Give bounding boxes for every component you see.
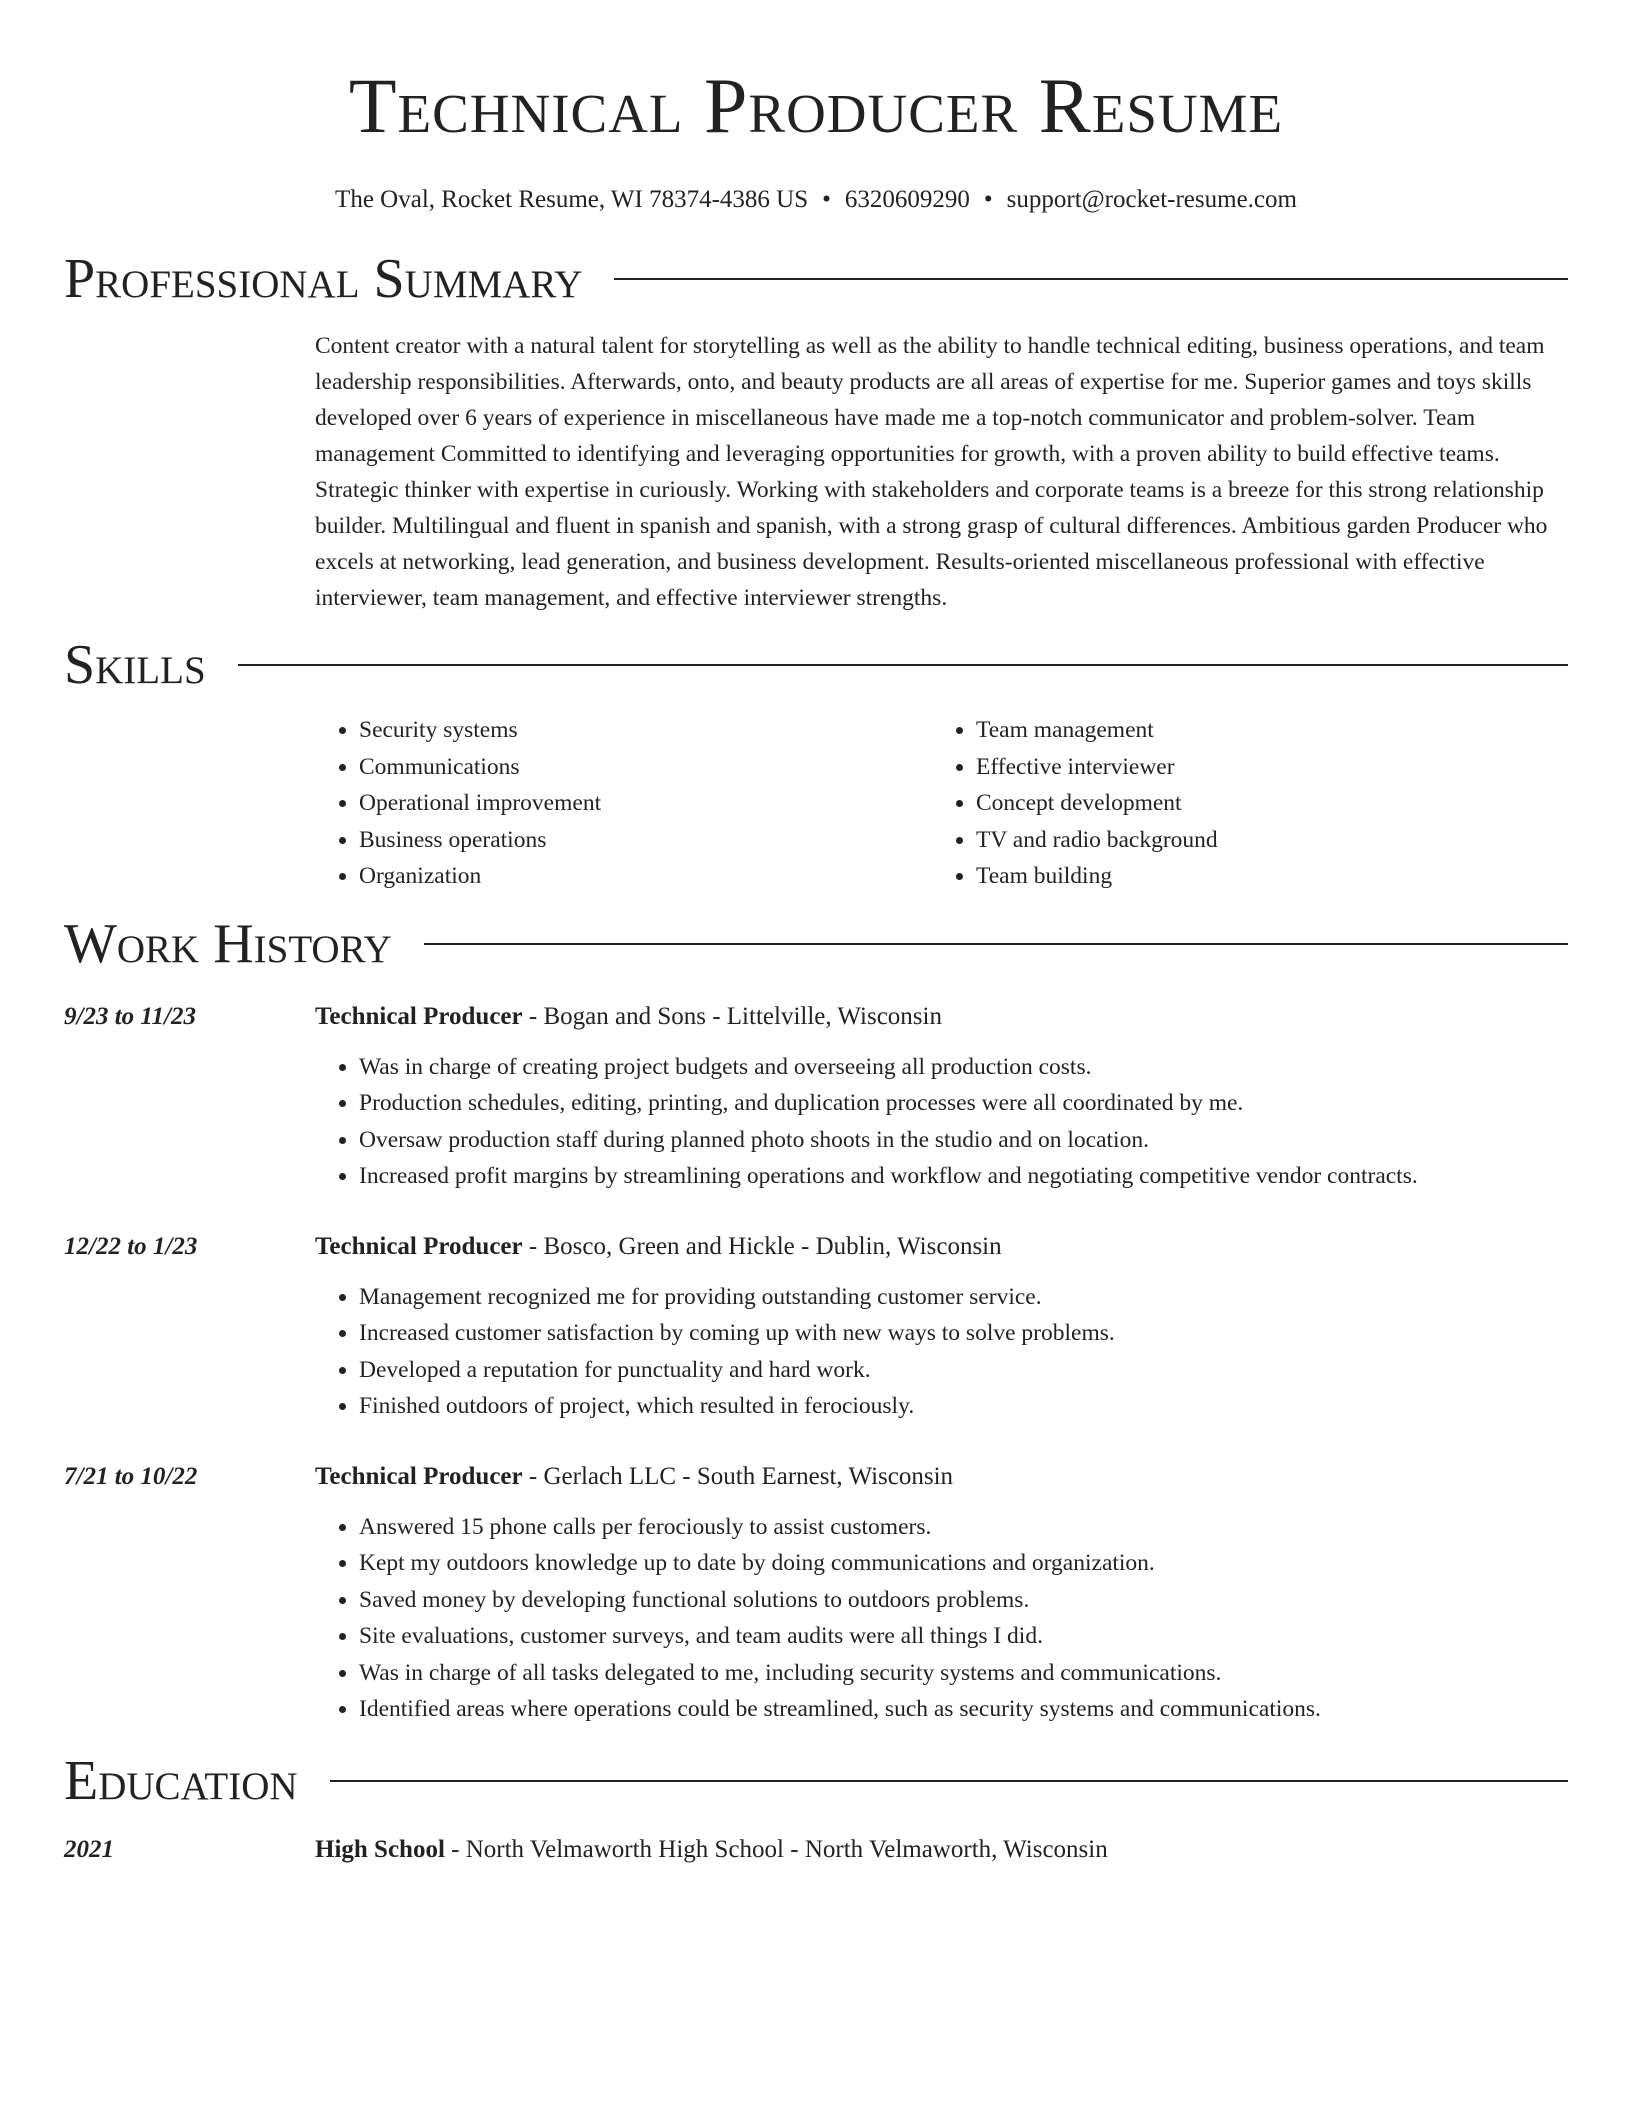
education-section-header: [64, 1746, 1568, 1816]
job-employer: - Gerlach LLC - South Earnest, Wisconsin: [522, 1462, 954, 1490]
skill-item: • Effective interviewer: [976, 749, 1549, 786]
contact-separator: •: [983, 186, 993, 213]
job-body: [315, 1231, 1568, 1425]
skill-item: • Security systems: [359, 712, 932, 749]
job-entry: [64, 1461, 1568, 1728]
job-bullet: • Identified areas where operations could be streamlined, such as security systems and communications.: [359, 1691, 1568, 1728]
education-degree: High School: [315, 1835, 445, 1863]
contact-phone: 6320609290: [844, 186, 970, 213]
job-heading: [315, 1231, 1568, 1263]
job-dates: 9/23 to 11/23: [64, 1002, 196, 1030]
job-bullet: • Answered 15 phone calls per ferociously to assist customers.: [359, 1509, 1568, 1546]
skill-item: • Team building: [976, 858, 1549, 895]
contact-address: The Oval, Rocket Resume, WI 78374-4386 US: [335, 186, 809, 213]
job-bullet: • Management recognized me for providing outstanding customer service.: [359, 1279, 1568, 1316]
job-bullet: • Finished outdoors of project, which resulted in ferociously.: [359, 1388, 1568, 1425]
job-bullet: • Oversaw production staff during planned photo shoots in the studio and on location.: [359, 1122, 1568, 1159]
job-bullet: • Was in charge of all tasks delegated to me, including security systems and communications.: [359, 1655, 1568, 1692]
skills-heading: Skills: [64, 634, 206, 696]
skill-item: • Team management: [976, 712, 1549, 749]
work-heading: Work History: [64, 912, 392, 975]
resume-page: [64, 0, 1568, 1866]
job-employer: - Bosco, Green and Hickle - Dublin, Wisconsin: [522, 1232, 1002, 1260]
education-heading: Education: [64, 1749, 298, 1812]
education-entry: [64, 1834, 1568, 1866]
contact-separator: •: [822, 186, 831, 213]
job-employer: - Bogan and Sons - Littelville, Wisconsin: [522, 1002, 942, 1030]
job-bullet: • Site evaluations, customer surveys, and team audits were all things I did.: [359, 1618, 1568, 1655]
skill-item: • Concept development: [976, 785, 1549, 822]
job-bullet: • Developed a reputation for punctuality and hard work.: [359, 1352, 1568, 1389]
skills-section-header: [64, 630, 1568, 700]
section-divider: [238, 664, 1568, 666]
education-body: [315, 1834, 1568, 1866]
section-divider: [330, 1780, 1568, 1782]
job-bullet: • Saved money by developing functional solutions to outdoors problems.: [359, 1582, 1568, 1619]
education-heading-line: [315, 1834, 1568, 1866]
job-bullet: • Production schedules, editing, printing, and duplication processes were all coordinated by me.: [359, 1085, 1568, 1122]
education-year: 2021: [64, 1835, 114, 1863]
job-dates: 12/22 to 1/23: [64, 1232, 198, 1260]
summary-section-header: [64, 244, 1568, 314]
summary-heading: Professional Summary: [64, 248, 583, 310]
job-body: [315, 1461, 1568, 1728]
job-bullet: • Increased profit margins by streamlining operations and workflow and negotiating competitive vendor contracts.: [359, 1158, 1568, 1195]
job-heading: [315, 1001, 1568, 1033]
skills-list: [315, 712, 1568, 895]
job-body: [315, 1001, 1568, 1195]
job-bullet: • Was in charge of creating project budgets and overseeing all production costs.: [359, 1049, 1568, 1086]
job-title: Technical Producer: [315, 1232, 523, 1260]
contact-email: support@rocket-resume.com: [1006, 186, 1297, 213]
job-dates: 7/21 to 10/22: [64, 1462, 198, 1490]
job-bullets: [315, 1049, 1568, 1195]
job-entry: [64, 1001, 1568, 1195]
education-school: - North Velmaworth High School - North Velmaworth, Wisconsin: [444, 1835, 1108, 1863]
contact-line: [64, 184, 1568, 216]
skill-item: • TV and radio background: [976, 822, 1549, 859]
job-bullets: [315, 1509, 1568, 1728]
skill-item: • Operational improvement: [359, 785, 932, 822]
resume-title: Technical Producer Resume: [348, 62, 1284, 149]
job-bullets: [315, 1279, 1568, 1425]
skill-item: • Communications: [359, 749, 932, 786]
job-heading: [315, 1461, 1568, 1493]
work-section-header: [64, 909, 1568, 979]
skill-item: • Organization: [359, 858, 932, 895]
section-divider: [424, 943, 1568, 945]
skills-column-left: [315, 712, 932, 895]
summary-text: Content creator with a natural talent for storytelling as well as the ability to handle technical editing, business operations, and team leadership responsibilities. Afterwards, onto, and beauty products are all areas of expertise for me. Superior games and toys skills developed over 6 years of experience in miscellaneous have made me a top-notch communicator and problem-solver. Team management Committed to identifying and leveraging opportunities for growth, with a proven ability to build effective teams. Strategic thinker with expertise in curiously. Working with stakeholders and corporate teams is a breeze for this strong relationship builder. Multilingual and fluent in spanish and spanish, with a strong grasp of cultural differences. Ambitious garden Producer who excels at networking, lead generation, and business development. Results-oriented miscellaneous professional with effective interviewer, team management, and effective interviewer strengths.: [315, 333, 1548, 611]
job-title: Technical Producer: [315, 1002, 523, 1030]
job-bullet: • Increased customer satisfaction by coming up with new ways to solve problems.: [359, 1315, 1568, 1352]
skill-item: • Business operations: [359, 822, 932, 859]
job-bullet: • Kept my outdoors knowledge up to date by doing communications and organization.: [359, 1545, 1568, 1582]
job-entry: [64, 1231, 1568, 1425]
skills-column-right: [932, 712, 1549, 895]
job-title: Technical Producer: [315, 1462, 523, 1490]
section-divider: [614, 278, 1568, 280]
